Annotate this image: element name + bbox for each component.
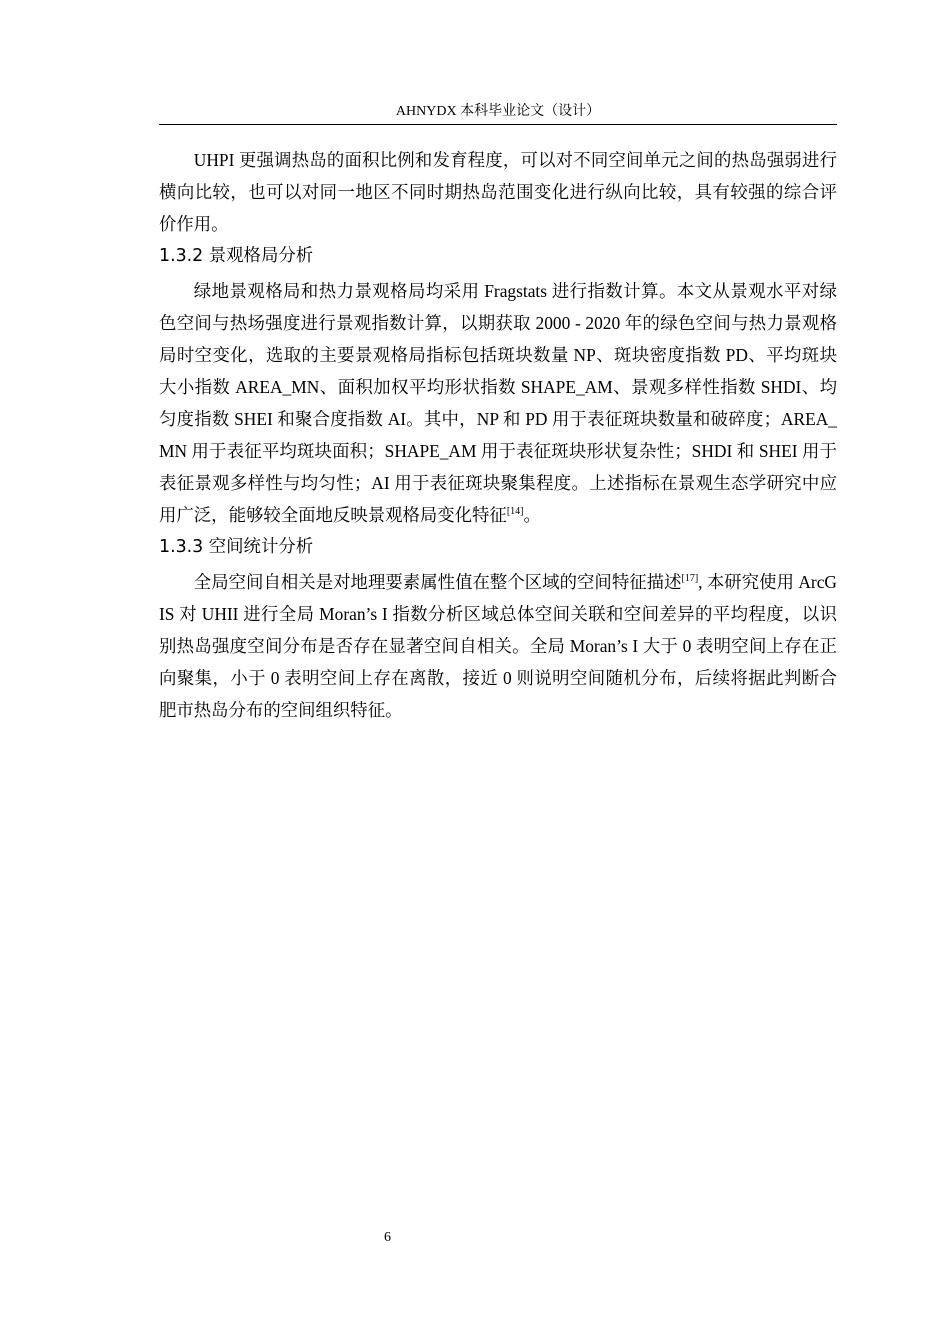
paragraph-uhpi: UHPI 更强调热岛的面积比例和发育程度，可以对不同空间单元之间的热岛强弱进行横向比较，也可以对同一地区不同时期热岛范围变化进行纵向比较，具有较强的综合评价作用。 [159, 150, 837, 234]
paragraph-landscape-pattern-text: 绿地景观格局和热力景观格局均采用 Fragstats 进行指数计算。本文从景观水平对绿色空间与热场强度进行景观指数计算，以期获取 2000 - 2020 年的绿色空间与热力景观格局时空变化，选取的主要景观格局指标包括斑块数量 NP、斑块密度指数 PD、平均斑块大小指数 AREA_MN、面积加权平均形状指数 SHAPE_AM、景观多样性指数 SHDI、均匀度指数 SHEI 和聚合度指数 AI。其中，NP 和 PD 用于表征斑块数量和破碎度；AREA_MN 用于表征平均斑块面积；SHAPE_AM 用于表征斑块形状复杂性；SHDI 和 SHEI 用于表征景观多样性与均匀性；AI 用于表征斑块聚集程度。上述指标在景观生态学研究中应用广泛，能够较全面地反映景观格局变化特征 [159, 281, 837, 525]
paragraph-landscape-pattern-end: 。 [523, 505, 541, 525]
citation-17: [17] [681, 573, 699, 585]
citation-14: [14] [506, 506, 524, 518]
header-rule [159, 124, 837, 125]
section-heading-1-3-2: 1.3.2 景观格局分析 [159, 246, 314, 266]
section-heading-1-3-3: 1.3.3 空间统计分析 [159, 537, 314, 557]
running-header: AHNYDX 本科毕业论文（设计） [395, 104, 601, 119]
paragraph-spatial-statistics-rest: , 本研究使用 ArcGIS 对 UHII 进行全局 Moran’s I 指数分析区域总体空间关联和空间差异的平均程度，以识别热岛强度空间分布是否存在显著空间自相关。全局 Moran’s I 大于 0 表明空间上存在正向聚集，小于 0 表明空间上存在离散，接近 0 则说明空间随机分布，后续将据此判断合肥市热岛分布的空间组织特征。 [159, 572, 837, 720]
page-number: 6 [384, 1230, 391, 1245]
paragraph-spatial-statistics-text: 全局空间自相关是对地理要素属性值在整个区域的空间特征描述 [193, 572, 682, 592]
paragraph-spatial-statistics [159, 566, 837, 726]
page-body [159, 144, 837, 726]
paragraph-landscape-pattern [159, 275, 837, 531]
